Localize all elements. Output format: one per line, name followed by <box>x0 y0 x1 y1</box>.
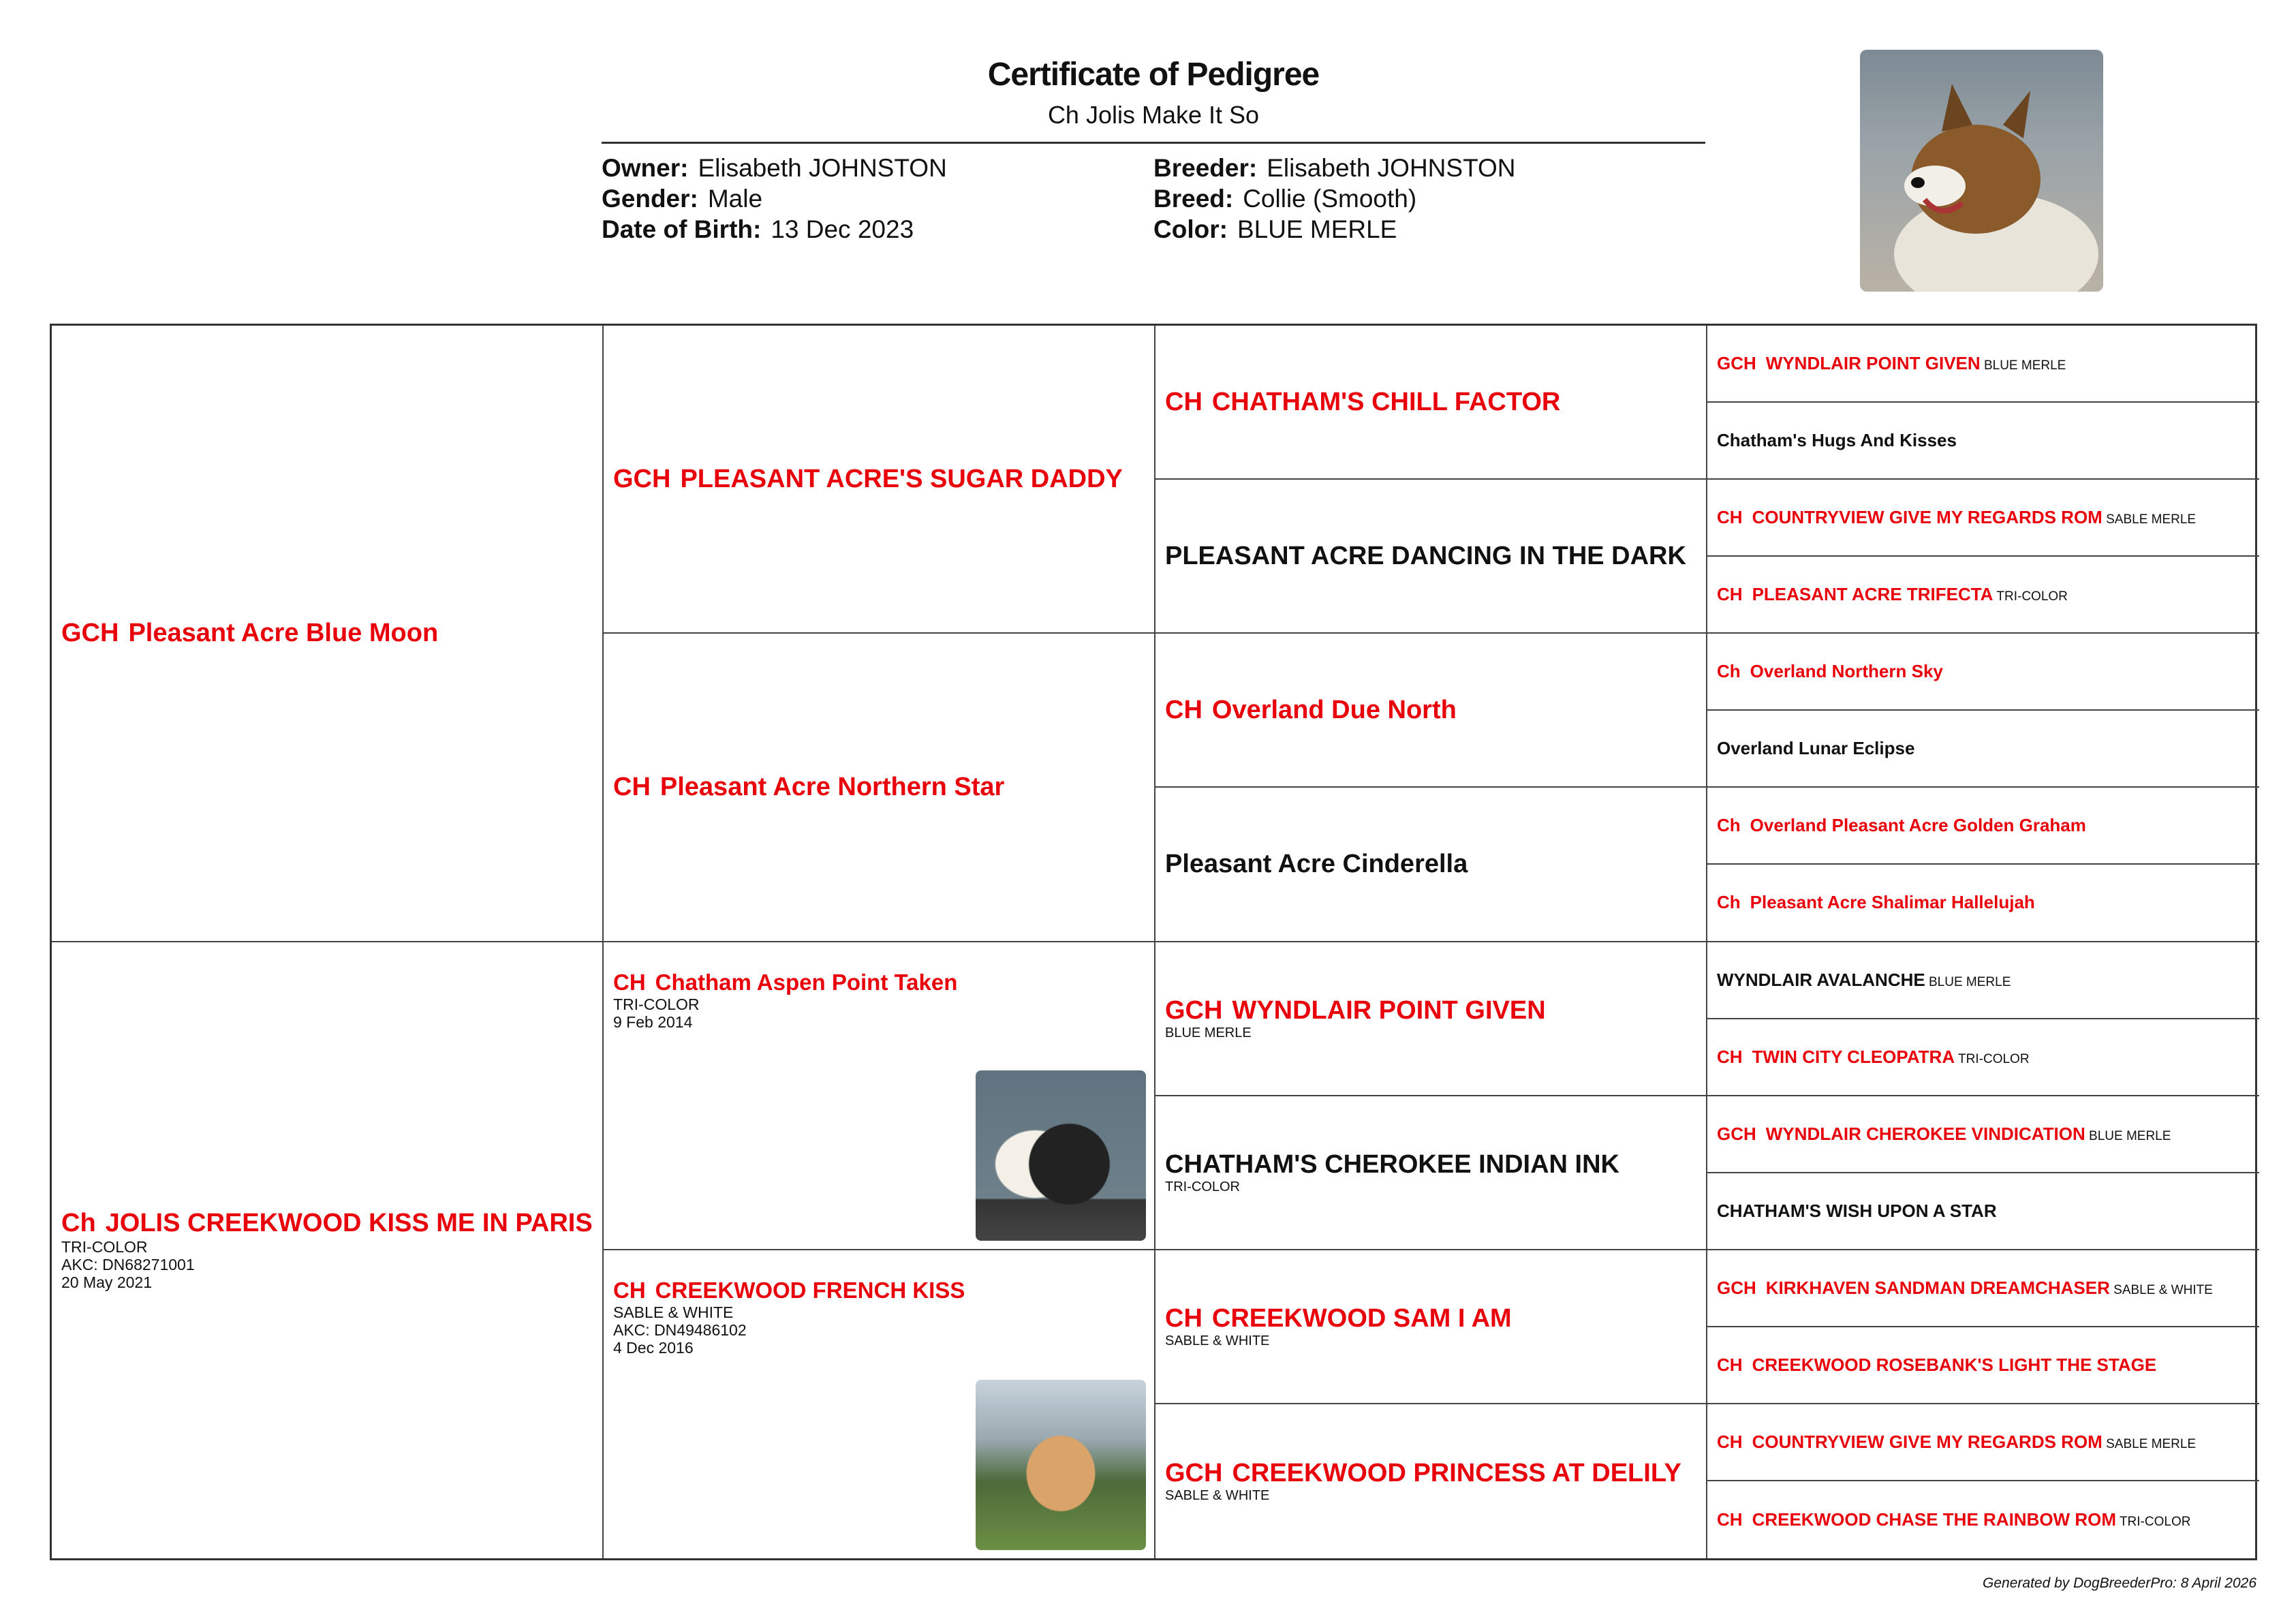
dog-name-text: CHATHAM'S CHILL FACTOR <box>1211 387 1561 416</box>
dog-name[interactable] <box>613 465 1145 494</box>
dog-name-text: Pleasant Acre Blue Moon <box>128 618 439 647</box>
dog-title: GCH <box>1717 1123 1756 1144</box>
owner-label: Owner: <box>602 154 689 182</box>
dog-color: TRI-COLOR <box>2119 1514 2191 1529</box>
dog-name[interactable] <box>613 773 1145 802</box>
pedigree-cell-gen4-15[interactable] <box>1707 1481 2259 1558</box>
dog-name-text: Pleasant Acre Cinderella <box>1165 849 1468 878</box>
pedigree-cell-gen3-4[interactable] <box>1155 942 1707 1096</box>
dog-akc: AKC: DN68271001 <box>61 1256 195 1274</box>
pedigree-cell-gen1-1[interactable] <box>52 942 604 1559</box>
pedigree-cell-gen4-5[interactable] <box>1707 711 2259 788</box>
dog-title: GCH <box>1165 1459 1223 1488</box>
dog-name-text: Overland Due North <box>1211 695 1457 724</box>
dog-name-text: PLEASANT ACRE DANCING IN THE DARK <box>1165 541 1686 570</box>
dog-title: GCH <box>1717 1277 1756 1298</box>
dog-title: CH <box>1717 1354 1743 1375</box>
breeder-info <box>1153 153 1516 245</box>
pedigree-cell-gen4-2[interactable] <box>1707 480 2259 557</box>
dog-name[interactable] <box>61 1209 593 1238</box>
dog-title: GCH <box>613 464 671 493</box>
dog-name-text: CHATHAM'S WISH UPON A STAR <box>1717 1200 1997 1221</box>
dog-name-text: KIRKHAVEN SANDMAN DREAMCHASER <box>1765 1277 2110 1298</box>
pedigree-cell-gen3-6[interactable] <box>1155 1250 1707 1404</box>
dog-name[interactable] <box>613 1278 1145 1303</box>
header-divider <box>602 142 1705 144</box>
dog-name[interactable] <box>1717 507 2250 528</box>
color-label: Color: <box>1153 215 1228 243</box>
dog-name[interactable] <box>613 970 1145 995</box>
dog-color: BLUE MERLE <box>1165 1025 1252 1041</box>
dog-name-text: JOLIS CREEKWOOD KISS ME IN PARIS <box>105 1209 593 1238</box>
dog-title: CH <box>613 1277 646 1303</box>
pedigree-cell-gen4-13[interactable] <box>1707 1327 2259 1404</box>
dog-name-text: CREEKWOOD FRENCH KISS <box>655 1277 965 1303</box>
dog-name[interactable] <box>1717 1201 2250 1222</box>
dog-name-text: WYNDLAIR AVALANCHE <box>1717 969 1925 990</box>
dog-color: TRI-COLOR <box>613 995 700 1013</box>
pedigree-cell-gen2-0[interactable] <box>604 326 1155 634</box>
dog-name[interactable] <box>1165 996 1696 1025</box>
pedigree-cell-gen4-1[interactable] <box>1707 403 2259 480</box>
dog-name[interactable] <box>1717 892 2250 913</box>
dog-name[interactable] <box>1165 542 1696 571</box>
dog-title: GCH <box>61 618 119 647</box>
dog-photo-thumbnail <box>976 1070 1146 1241</box>
pedigree-cell-gen2-1[interactable] <box>604 634 1155 942</box>
dob-label: Date of Birth: <box>602 215 762 243</box>
dog-name[interactable] <box>1717 430 2250 451</box>
dog-title: CH <box>1165 1304 1203 1333</box>
dog-title: Ch <box>1717 892 1741 913</box>
dog-name[interactable] <box>1717 738 2250 759</box>
pedigree-cell-gen2-3[interactable] <box>604 1250 1155 1558</box>
dog-name-text: WYNDLAIR CHEROKEE VINDICATION <box>1765 1123 2085 1144</box>
dog-name[interactable] <box>1717 661 2250 682</box>
dog-title: Ch <box>1717 661 1741 682</box>
dog-name-text: CREEKWOOD CHASE THE RAINBOW ROM <box>1752 1509 2116 1530</box>
dog-name-text: Overland Pleasant Acre Golden Graham <box>1750 815 2086 836</box>
pedigree-cell-gen1-0[interactable] <box>52 326 604 942</box>
dog-name[interactable] <box>1717 1432 2250 1453</box>
dog-name: Ch Jolis Make It So <box>1047 101 1260 129</box>
dog-name[interactable] <box>1717 1124 2250 1145</box>
pedigree-cell-gen4-8[interactable] <box>1707 942 2259 1019</box>
dog-name-text: Overland Lunar Eclipse <box>1717 738 1915 759</box>
dog-name[interactable] <box>1165 1150 1696 1179</box>
pedigree-cell-gen4-10[interactable] <box>1707 1096 2259 1173</box>
pedigree-cell-gen4-14[interactable] <box>1707 1404 2259 1481</box>
dog-title: GCH <box>1165 996 1223 1025</box>
breeder-label: Breeder: <box>1153 154 1258 182</box>
dog-color: BLUE MERLE <box>1983 358 2066 373</box>
dog-title: CH <box>1717 507 1743 528</box>
breed-value: Collie (Smooth) <box>1243 185 1417 213</box>
dog-name-text: PLEASANT ACRE'S SUGAR DADDY <box>680 464 1123 493</box>
dog-title: CH <box>1717 1431 1743 1452</box>
dog-name-text: CREEKWOOD PRINCESS AT DELILY <box>1232 1459 1681 1488</box>
dog-color: SABLE MERLE <box>2106 1436 2197 1451</box>
pedigree-cell-gen3-2[interactable] <box>1155 634 1707 788</box>
dog-name-text: WYNDLAIR POINT GIVEN <box>1765 353 1981 374</box>
dog-name-text: CHATHAM'S CHEROKEE INDIAN INK <box>1165 1150 1620 1179</box>
dog-name[interactable] <box>1717 1355 2250 1376</box>
owner-info <box>602 153 947 245</box>
pedigree-cell-gen4-7[interactable] <box>1707 865 2259 942</box>
dog-title: CH <box>1165 387 1203 416</box>
dog-color: TRI-COLOR <box>61 1238 148 1256</box>
dog-title: CH <box>613 969 646 995</box>
dog-color: SABLE & WHITE <box>1165 1333 1270 1349</box>
dog-color: TRI-COLOR <box>1996 589 2068 604</box>
dog-name-text: TWIN CITY CLEOPATRA <box>1752 1046 1955 1067</box>
dog-title: CH <box>1717 584 1743 605</box>
generated-by-footer: Generated by DogBreederPro: 8 April 2026 <box>1983 1575 2256 1591</box>
dog-name-text: CREEKWOOD ROSEBANK'S LIGHT THE STAGE <box>1752 1354 2157 1375</box>
dog-name[interactable] <box>1717 1278 2250 1299</box>
dob-value: 13 Dec 2023 <box>771 215 914 243</box>
pedigree-table <box>50 324 2257 1560</box>
dog-name[interactable] <box>1717 1509 2250 1530</box>
dog-name[interactable] <box>1717 584 2250 605</box>
dog-dob: 4 Dec 2016 <box>613 1338 694 1357</box>
dog-color: TRI-COLOR <box>1958 1051 2030 1066</box>
dog-akc: AKC: DN49486102 <box>613 1320 747 1339</box>
dog-name[interactable] <box>1165 1459 1696 1488</box>
dog-name-text: Chatham's Hugs And Kisses <box>1717 430 1957 451</box>
dog-color: SABLE MERLE <box>2106 512 2197 527</box>
dog-name-text: Chatham Aspen Point Taken <box>655 969 958 995</box>
color-value: BLUE MERLE <box>1237 215 1397 243</box>
dog-dob: 20 May 2021 <box>61 1273 152 1292</box>
dog-title: Ch <box>1717 815 1741 836</box>
pedigree-cell-gen4-11[interactable] <box>1707 1173 2259 1250</box>
dog-title: CH <box>1717 1509 1743 1530</box>
dog-color: BLUE MERLE <box>1929 974 2011 989</box>
dog-title: CH <box>1165 695 1203 724</box>
dog-name-text: COUNTRYVIEW GIVE MY REGARDS ROM <box>1752 1431 2103 1452</box>
pedigree-cell-gen3-1[interactable] <box>1155 480 1707 634</box>
dog-title: CH <box>1717 1046 1743 1067</box>
dog-color: SABLE & WHITE <box>1165 1488 1270 1504</box>
pedigree-cell-gen4-3[interactable] <box>1707 557 2259 634</box>
dog-color: BLUE MERLE <box>2089 1128 2171 1143</box>
dog-name[interactable] <box>1165 696 1696 725</box>
pedigree-cell-gen3-3[interactable] <box>1155 788 1707 942</box>
pedigree-cell-gen3-5[interactable] <box>1155 1096 1707 1250</box>
pedigree-cell-gen3-7[interactable] <box>1155 1404 1707 1558</box>
dog-name-text: Pleasant Acre Northern Star <box>660 772 1005 801</box>
dog-name[interactable] <box>1717 353 2250 374</box>
dog-name-text: Pleasant Acre Shalimar Hallelujah <box>1750 892 2035 913</box>
gender-value: Male <box>707 185 763 213</box>
owner-value: Elisabeth JOHNSTON <box>698 154 947 182</box>
dog-name[interactable] <box>1165 1304 1696 1333</box>
dog-name[interactable] <box>1717 970 2250 991</box>
dog-name-text: PLEASANT ACRE TRIFECTA <box>1752 584 1994 605</box>
pedigree-cell-gen2-2[interactable] <box>604 942 1155 1250</box>
dog-name[interactable] <box>61 619 593 648</box>
dog-name-text: CREEKWOOD SAM I AM <box>1211 1304 1512 1333</box>
dog-photo <box>1860 50 2103 292</box>
dog-title: CH <box>613 772 651 801</box>
dog-dob: 9 Feb 2014 <box>613 1013 693 1031</box>
dog-title: GCH <box>1717 353 1756 374</box>
dog-name[interactable] <box>1717 1047 2250 1068</box>
breed-label: Breed: <box>1153 185 1234 213</box>
dog-color: TRI-COLOR <box>1165 1179 1240 1195</box>
pedigree-cell-gen4-6[interactable] <box>1707 788 2259 865</box>
dog-name[interactable] <box>1717 815 2250 836</box>
gender-label: Gender: <box>602 185 698 213</box>
dog-title: Ch <box>61 1209 96 1238</box>
pedigree-cell-gen4-4[interactable] <box>1707 634 2259 711</box>
dog-name[interactable] <box>1165 850 1696 879</box>
breeder-value: Elisabeth JOHNSTON <box>1267 154 1516 182</box>
pedigree-cell-gen4-9[interactable] <box>1707 1019 2259 1096</box>
dog-name-text: COUNTRYVIEW GIVE MY REGARDS ROM <box>1752 507 2103 528</box>
dog-color: SABLE & WHITE <box>2113 1282 2213 1297</box>
dog-name-text: WYNDLAIR POINT GIVEN <box>1232 996 1546 1025</box>
dog-color: SABLE & WHITE <box>613 1303 734 1321</box>
pedigree-cell-gen4-12[interactable] <box>1707 1250 2259 1327</box>
pedigree-cell-gen4-0[interactable] <box>1707 326 2259 403</box>
dog-photo-thumbnail <box>976 1380 1146 1550</box>
page-title: Certificate of Pedigree <box>987 57 1320 93</box>
dog-name[interactable] <box>1165 388 1696 417</box>
dog-name-text: Overland Northern Sky <box>1750 661 1943 682</box>
pedigree-cell-gen3-0[interactable] <box>1155 326 1707 480</box>
